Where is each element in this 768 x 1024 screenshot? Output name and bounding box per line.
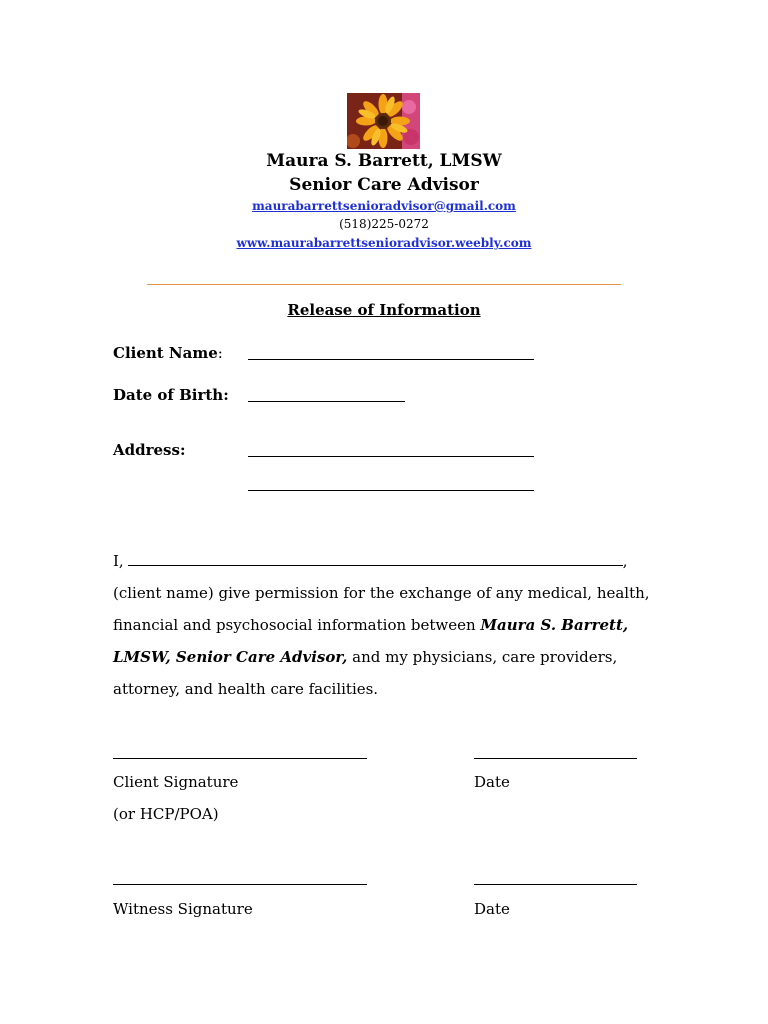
witness-signature-line[interactable] [113, 884, 367, 885]
address-line-2[interactable] [248, 490, 534, 491]
consent-paragraph [113, 545, 653, 705]
consent-advisor-name: Maura S. Barrett, [480, 616, 629, 634]
client-signature-label: Client Signature [113, 773, 239, 791]
header-divider [147, 284, 621, 285]
client-name-colon: : [217, 344, 223, 362]
email-link[interactable]: maurabarrettsenioradvisor@gmail.com [252, 199, 516, 213]
consent-line-1: (client name) give permission for the exchange of any medical, health, [113, 584, 650, 602]
client-date-label: Date [474, 773, 510, 791]
client-name-label [113, 343, 223, 363]
document-title: Release of Information [287, 301, 481, 319]
client-signature-line[interactable] [113, 758, 367, 759]
website-link[interactable]: www.maurabarrettsenioradvisor.weebly.com [236, 236, 532, 250]
client-signature-sublabel: (or HCP/POA) [113, 805, 219, 823]
client-name-line[interactable] [248, 359, 534, 360]
witness-date-label: Date [474, 900, 510, 918]
date-of-birth-line[interactable] [248, 401, 405, 402]
consent-line-2 [113, 609, 653, 641]
advisor-title: Senior Care Advisor [289, 175, 479, 195]
date-of-birth-label: Date of Birth: [113, 386, 229, 404]
sunflower-photo-icon [347, 93, 420, 149]
consent-i-prefix: I, [113, 552, 124, 570]
consent-line-i [113, 545, 653, 577]
client-name-label-text: Client Name [113, 344, 218, 362]
client-date-line[interactable] [474, 758, 637, 759]
consent-advisor-title: LMSW, Senior Care Advisor, [113, 648, 348, 666]
witness-signature-label: Witness Signature [113, 900, 253, 918]
consent-name-line[interactable] [128, 564, 623, 566]
witness-date-line[interactable] [474, 884, 637, 885]
consent-line-2-text: financial and psychosocial information between [113, 616, 481, 634]
advisor-name: Maura S. Barrett, LMSW [266, 151, 502, 171]
consent-line-3-text: and my physicians, care providers, [347, 648, 618, 666]
phone-number: (518)225-0272 [339, 217, 429, 231]
address-label: Address: [113, 441, 186, 459]
address-line-1[interactable] [248, 456, 534, 457]
consent-line-3 [113, 641, 653, 673]
consent-line-4: attorney, and health care facilities. [113, 680, 379, 698]
consent-i-suffix: , [622, 552, 628, 570]
